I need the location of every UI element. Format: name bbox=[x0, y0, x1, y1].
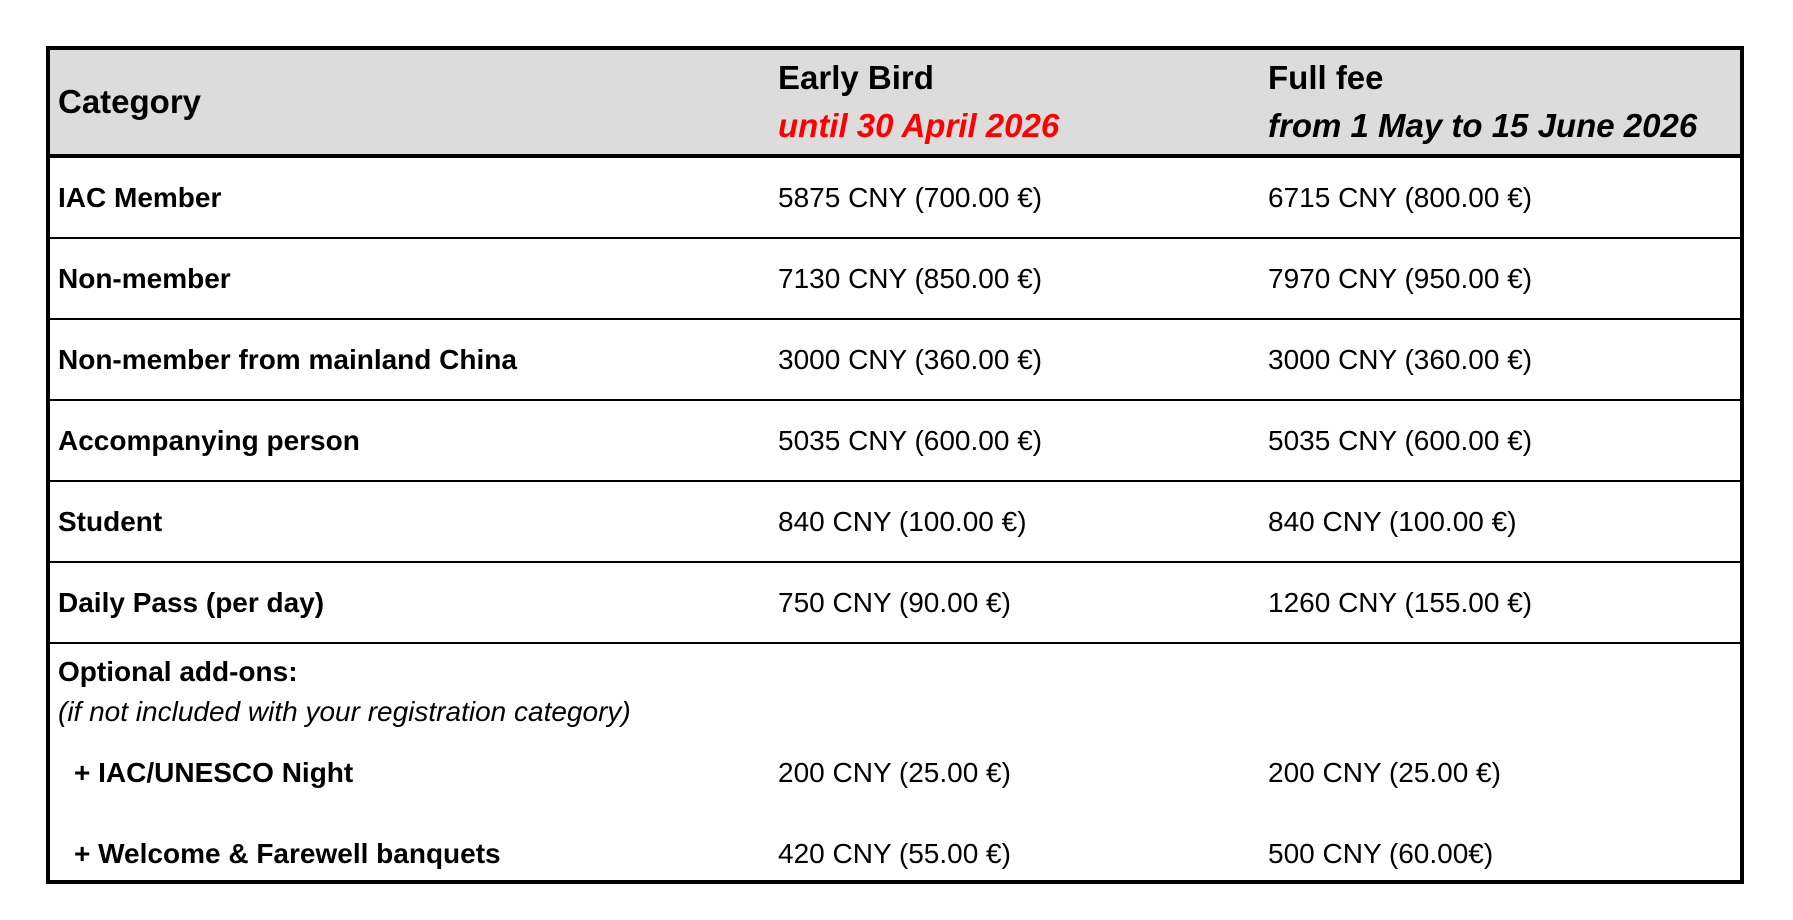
addons-title: Optional add-ons: bbox=[58, 656, 298, 687]
addon-category: + Welcome & Farewell banquets bbox=[74, 837, 501, 869]
table-row bbox=[50, 239, 1740, 320]
row-full-fee-price: 840 CNY (100.00 €) bbox=[1268, 505, 1517, 537]
header-early-bird-title: Early Bird bbox=[778, 59, 934, 96]
row-category: Non-member from mainland China bbox=[58, 343, 517, 375]
addons-section bbox=[50, 644, 1740, 886]
row-early-bird-price: 3000 CNY (360.00 €) bbox=[778, 343, 1043, 375]
row-early-bird-price: 5035 CNY (600.00 €) bbox=[778, 424, 1043, 456]
registration-fee-table bbox=[46, 46, 1744, 884]
row-full-fee-price: 3000 CNY (360.00 €) bbox=[1268, 343, 1533, 375]
header-early-bird-cell bbox=[770, 50, 1260, 154]
header-category-cell bbox=[50, 50, 770, 154]
addon-early-bird-price: 200 CNY (25.00 €) bbox=[778, 756, 1011, 788]
row-full-fee-price: 7970 CNY (950.00 €) bbox=[1268, 262, 1533, 294]
table-row bbox=[50, 320, 1740, 401]
header-full-fee-period: from 1 May to 15 June 2026 bbox=[1268, 107, 1698, 144]
addon-full-fee-price: 200 CNY (25.00 €) bbox=[1268, 756, 1501, 788]
row-early-bird-price: 750 CNY (90.00 €) bbox=[778, 586, 1011, 618]
row-early-bird-price: 840 CNY (100.00 €) bbox=[778, 505, 1027, 537]
addons-note: (if not included with your registration category) bbox=[58, 696, 631, 727]
addons-heading bbox=[50, 644, 1740, 732]
table-row bbox=[50, 482, 1740, 563]
row-full-fee-price: 1260 CNY (155.00 €) bbox=[1268, 586, 1533, 618]
addon-row bbox=[50, 732, 1740, 813]
addon-full-fee-price: 500 CNY (60.00€) bbox=[1268, 837, 1494, 869]
row-early-bird-price: 5875 CNY (700.00 €) bbox=[778, 181, 1043, 213]
table-row bbox=[50, 158, 1740, 239]
row-early-bird-price: 7130 CNY (850.00 €) bbox=[778, 262, 1043, 294]
header-early-bird-deadline: until 30 April 2026 bbox=[778, 107, 1060, 144]
row-category: Student bbox=[58, 505, 163, 537]
addon-row bbox=[50, 813, 1740, 894]
row-category: IAC Member bbox=[58, 181, 222, 213]
header-category: Category bbox=[58, 83, 202, 120]
table-row bbox=[50, 401, 1740, 482]
addon-category: + IAC/UNESCO Night bbox=[74, 756, 354, 788]
row-category: Non-member bbox=[58, 262, 231, 294]
row-category: Daily Pass (per day) bbox=[58, 586, 325, 618]
row-full-fee-price: 6715 CNY (800.00 €) bbox=[1268, 181, 1533, 213]
header-full-fee-title: Full fee bbox=[1268, 59, 1384, 96]
table-row bbox=[50, 563, 1740, 644]
row-full-fee-price: 5035 CNY (600.00 €) bbox=[1268, 424, 1533, 456]
header-full-fee-cell bbox=[1260, 50, 1740, 154]
row-category: Accompanying person bbox=[58, 424, 360, 456]
table-header-row bbox=[50, 50, 1740, 158]
addon-early-bird-price: 420 CNY (55.00 €) bbox=[778, 837, 1011, 869]
